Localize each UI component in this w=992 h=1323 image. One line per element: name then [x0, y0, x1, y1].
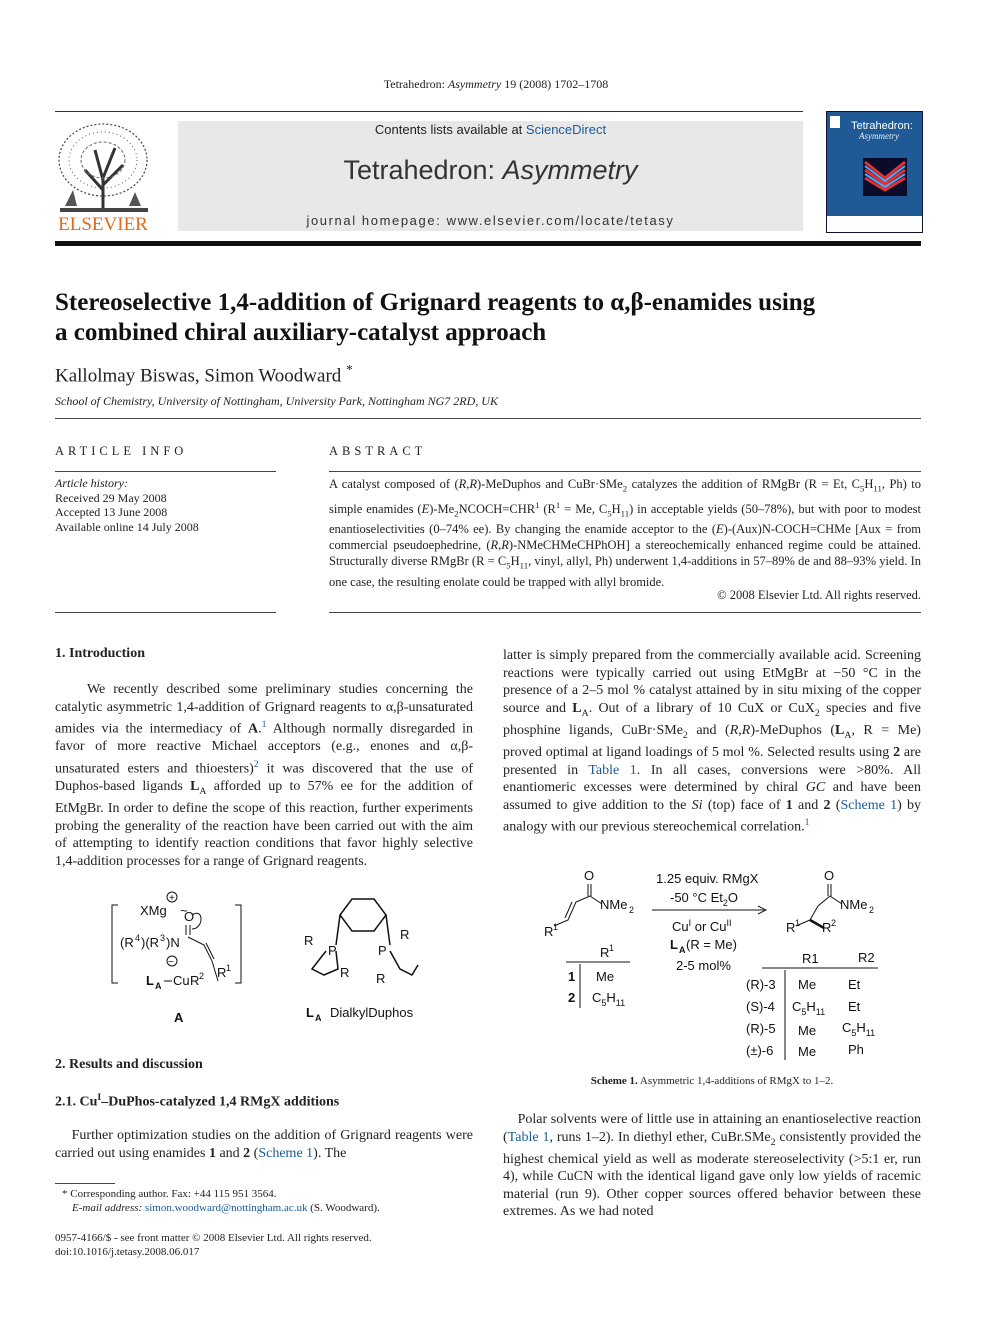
svg-text:ELSEVIER: ELSEVIER	[58, 214, 148, 234]
svg-text:2: 2	[629, 905, 635, 915]
scheme-1	[540, 862, 921, 1067]
svg-text:CuI or CuII: $Cu^I$ or $Cu^{II}$	[672, 918, 732, 934]
article-info-heading: ARTICLE INFO	[55, 444, 188, 458]
svg-text:)(R: )(R	[141, 935, 160, 950]
svg-text:XMg: XMg	[140, 903, 167, 918]
svg-text:R1: R1	[802, 951, 819, 966]
svg-text:Me: Me	[596, 969, 615, 984]
svg-text:Me: Me	[798, 1044, 817, 1059]
svg-text:C5H11: $C_5H_{11}$	[842, 1020, 876, 1038]
footnotes: * Corresponding author. Fax: +44 115 951 3564. E-mail address: simon.woodward@nottingham.ac.uk (S. Woodward).	[62, 1188, 380, 1214]
svg-text:R: R	[376, 971, 386, 986]
abstract-copyright: © 2008 Elsevier Ltd. All rights reserved.	[717, 588, 921, 602]
svg-text:(R)-3: (R)-3	[746, 977, 776, 992]
abstract-text: A catalyst composed of (R,R)-MeDuphos and CuBr·SMe$_2$ catalyzes the addition of RMgBr (R = Et, $C_5H_{11}$, Ph) to simple enamides $(E)-Me_2NCOCH=CHR^1$ ($R^1 = Me$, $C_5H_{11}$) in acceptable yields (50–78%), but with poor to modest enantioselectivities (0–74% ee). By changing the enamide acceptor to the (E)-(Aux)N-COCH=CHMe [Aux = from commercial pseudoephedrine, (R,R)-NMeCHMeCHPhOH] a stereochemically enhanced regime could be attained. Structurally diverse RMgBr ($R = C_5H_{11}$, vinyl, allyl, Ph) underwent 1,4-additions in 57–89% de and 88–93% yield. In one case, the resulting enolate could be trapped with allyl bromide.	[329, 477, 921, 589]
svg-text:(R: (R	[120, 935, 134, 950]
authors: Kallolmay Biswas, Simon Woodward *	[55, 362, 353, 387]
svg-text:R: R	[544, 924, 554, 939]
svg-text:)N: )N	[166, 935, 180, 950]
subsection-heading: 2.1. $Cu^I-DuPhos$-catalyzed 1,4 RMgX additions	[55, 1092, 340, 1110]
svg-text:(±)-6: (±)-6	[746, 1043, 774, 1058]
svg-text:R: R	[600, 945, 610, 960]
svg-text:P: P	[378, 943, 387, 958]
svg-text:O: O	[584, 868, 595, 883]
journal-citation: Tetrahedron: Asymmetry 19 (2008) 1702–1708	[383, 77, 609, 91]
introduction-heading: 1. Introduction	[55, 646, 145, 661]
svg-text:Me: Me	[798, 977, 817, 992]
svg-text:~: ~	[180, 903, 188, 918]
article-history: Article history: Received 29 May 2008 Accepted 13 June 2008 Available online 14 July 2008	[55, 476, 199, 534]
svg-text:C5H11: $C_5H_{11}$	[792, 999, 826, 1017]
svg-text:-50 °C Et2O: -50 °C $Et_2O$	[670, 890, 739, 908]
svg-text:R: R	[190, 973, 200, 988]
svg-text:DialkylDuphos: DialkylDuphos	[330, 1005, 414, 1020]
svg-text:3: 3	[160, 933, 166, 943]
svg-text:1: 1	[568, 969, 576, 984]
doi-link[interactable]: doi:10.1016/j.tetasy.2008.06.017	[55, 1246, 200, 1258]
section-2-1-text: Further optimization studies on the addition of Grignard reagents were carried out using enamides 1 and 2 (Scheme 1). The	[55, 1128, 473, 1161]
structure-figure	[100, 885, 460, 1030]
svg-text:R: R	[217, 965, 227, 980]
svg-text:1: 1	[226, 963, 232, 973]
svg-text:P: P	[328, 943, 337, 958]
svg-text:(S)-4: (S)-4	[746, 999, 775, 1014]
svg-text:+: +	[169, 893, 175, 904]
svg-text:(R = Me): (R = Me)	[686, 937, 737, 952]
svg-text:R: R	[822, 920, 832, 935]
svg-text:O: O	[184, 909, 195, 924]
svg-text:NMe: NMe	[600, 897, 628, 912]
divider	[55, 471, 276, 472]
svg-text:2-5 mol%: 2-5 mol%	[676, 958, 731, 973]
results-heading: 2. Results and discussion	[55, 1057, 203, 1072]
divider	[329, 612, 921, 613]
divider	[55, 612, 276, 613]
svg-text:Cu: Cu	[173, 973, 190, 988]
footnote-rule	[55, 1183, 115, 1184]
svg-text:1: 1	[795, 918, 801, 928]
sciencedirect-link[interactable]: ScienceDirect	[525, 122, 607, 137]
header-rule	[55, 111, 803, 112]
svg-text:1: 1	[553, 922, 559, 932]
article-title: Stereoselective 1,4-addition of Grignard reagents to α,β-enamides using a combined chiral auxiliary-catalyst approach	[55, 289, 816, 346]
svg-text:R: R	[400, 927, 410, 942]
svg-text:4: 4	[135, 933, 141, 943]
svg-text:L: L	[306, 1005, 314, 1020]
results-text-2: Polar solvents were of little use in attaining an enantioselective reaction (Table 1, runs 1–2). In diethyl ether, CuBr.SMe$_2$ consistently provided the highest chemical yield as well as moderate stereoselectivity (>5:1 er, run 4), while CuCN with the identical ligand gave only low yields of racemic material (run 9). Other copper sources offered behavior between these extremes. As we had noted	[503, 1112, 921, 1220]
svg-text:A: A	[155, 981, 162, 991]
svg-text:R2: R2	[858, 950, 875, 965]
svg-text:R: R	[786, 920, 796, 935]
scheme-1-caption: Scheme 1. Asymmetric 1,4-additions of RMgX to 1–2.	[590, 1075, 834, 1087]
svg-text:2: 2	[831, 918, 837, 928]
svg-text:Et: Et	[848, 977, 861, 992]
introduction-text: We recently described some preliminary studies concerning the catalytic asymmetric 1,4-addition of Grignard reagents to α,β-unsaturated amides via the intermediacy of A.$^1$ Although normally disregarded in favor of more reactive Michael acceptors (e.g., enones and α,β-unsaturated esters and thioesters)$^2$ it was discovered that the use of Duphos-based ligands $L_A$ afforded up to 57% ee for the addition of EtMgBr. In order to define the scope of this reaction, further experiments probing the generality of the reaction have been carried out with the aim of attempting to identify reaction conditions that favor highly selective 1,4-addition processes for a range of Grignard reagents.	[55, 682, 473, 869]
contents-line: Contents lists available at ScienceDirect	[374, 122, 607, 137]
svg-text:1: 1	[609, 943, 615, 953]
svg-text:O: O	[824, 868, 835, 883]
divider	[55, 418, 921, 419]
svg-text:Ph: Ph	[848, 1042, 864, 1057]
journal-title: Tetrahedron: Asymmetry	[343, 155, 638, 185]
svg-text:Et: Et	[848, 999, 861, 1014]
svg-text:−: −	[168, 957, 174, 968]
header-thick-rule	[55, 241, 921, 246]
journal-cover	[826, 111, 923, 233]
svg-text:NMe: NMe	[840, 897, 868, 912]
journal-homepage[interactable]: journal homepage: www.elsevier.com/locate/tetasy	[306, 213, 675, 228]
svg-text:R: R	[304, 933, 314, 948]
results-text: latter is simply prepared from the commercially available acid. Screening reactions were typically carried out using EtMgBr at −50 °C in the presence of a 2–5 mol % catalyst attained by in situ mixing of the copper source and $L_A$. Out of a library of 10 CuX or CuX$_2$ species and five phosphine ligands, CuBr·SMe$_2$ and (R,R)-MeDuphos ($L_A$, R = Me) proved optimal at ligand loadings of 5 mol %. Selected results using 2 are presented in Table 1. In all cases, conversions were >80%. All enantiomeric excesses were determined by chiral GC and have been assumed to give addition to the Si (top) face of 1 and 2 (Scheme 1) by analogy with our previous stereochemical correlation.$^1$	[503, 648, 922, 835]
svg-text:1.25 equiv. RMgX: 1.25 equiv. RMgX	[656, 871, 759, 886]
elsevier-logo	[55, 120, 155, 234]
corresponding-author-mark[interactable]: *	[346, 362, 353, 377]
svg-text:2: 2	[568, 990, 576, 1005]
front-matter: 0957-4166/$ - see front matter © 2008 Elsevier Ltd. All rights reserved. doi:10.1016/j.tetasy.2008.06.017	[55, 1232, 372, 1258]
svg-text:A: A	[174, 1010, 184, 1025]
svg-text:A: A	[315, 1013, 322, 1023]
author-email-link[interactable]: simon.woodward@nottingham.ac.uk	[144, 1202, 308, 1214]
abstract-heading: ABSTRACT	[329, 444, 427, 458]
svg-text:Tetrahedron:: Tetrahedron:	[851, 120, 913, 132]
svg-text:Asymmetry: Asymmetry	[859, 131, 899, 141]
svg-text:A: A	[679, 945, 686, 955]
svg-text:(R)-5: (R)-5	[746, 1021, 776, 1036]
svg-text:2: 2	[869, 905, 875, 915]
affiliation: School of Chemistry, University of Nottingham, University Park, Nottingham NG7 2RD, UK	[55, 394, 498, 408]
svg-text:L: L	[670, 937, 678, 952]
svg-text:2: 2	[199, 971, 205, 981]
svg-text:C5H11: $C_5H_{11}$	[592, 990, 626, 1008]
svg-text:Me: Me	[798, 1023, 817, 1038]
svg-text:R: R	[340, 965, 350, 980]
divider	[329, 471, 921, 472]
svg-text:L: L	[146, 973, 154, 988]
